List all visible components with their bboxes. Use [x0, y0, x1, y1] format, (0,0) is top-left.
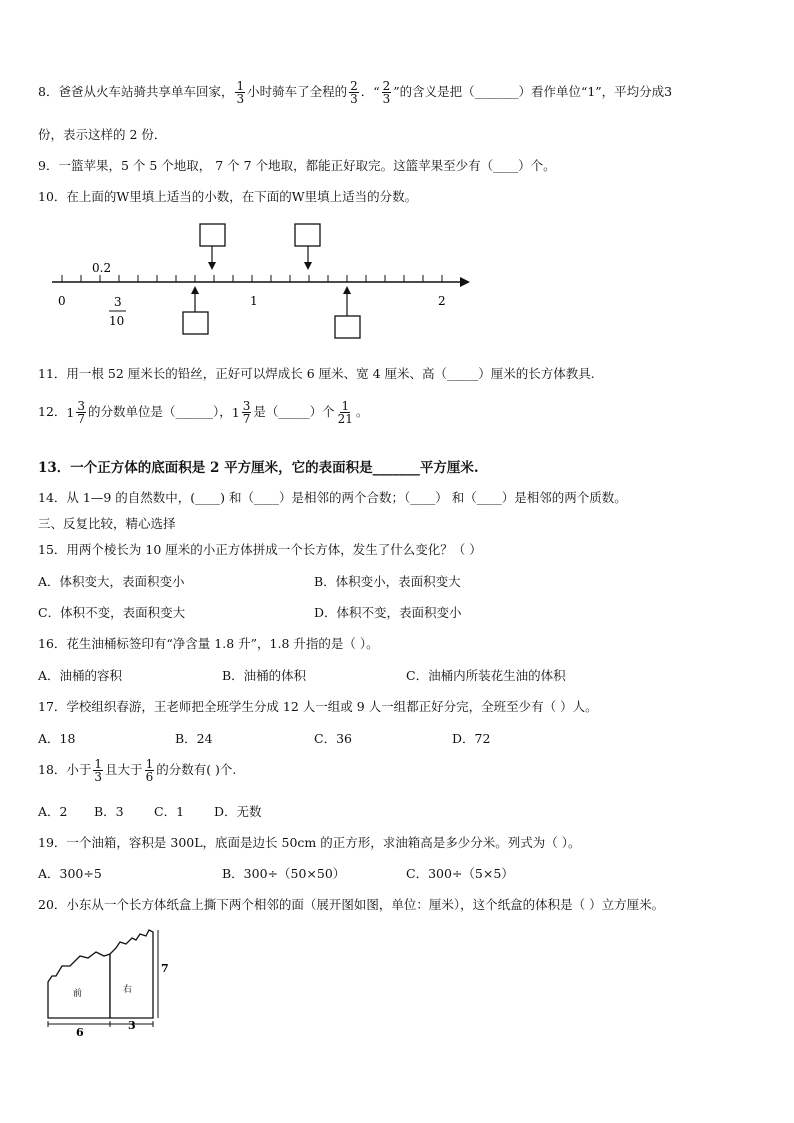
question-10: 10．在上面的W里填上适当的小数，在下面的W里填上适当的分数。 — [38, 189, 418, 204]
option-a[interactable]: A．体积变大，表面积变小 — [38, 574, 185, 589]
option-b[interactable]: B．300÷（50×50） — [222, 866, 346, 881]
label-0: 0 — [58, 294, 66, 308]
axis-arrow-icon — [460, 277, 470, 287]
option-d[interactable]: D．体积不变，表面积变小 — [314, 605, 462, 620]
option-d[interactable]: D．72 — [452, 731, 491, 746]
arrow-down-icon — [208, 262, 216, 270]
box-net-figure — [40, 926, 180, 1038]
answer-box-bottom-1[interactable] — [183, 312, 208, 334]
question-13: 13．一个正方体的底面积是 2 平方厘米，它的表面积是_______平方厘米. — [38, 460, 479, 476]
question-8-line2: 份，表示这样的 2 份． — [38, 127, 167, 142]
front-face-label: 前 — [73, 989, 83, 999]
label-0-2: 0.2 — [92, 261, 112, 275]
option-a[interactable]: A．18 — [38, 731, 76, 746]
fraction: $\frac{1}{21}$ — [337, 399, 353, 426]
option-b[interactable]: B．油桶的体积 — [222, 668, 307, 683]
torn-face-outline — [48, 952, 110, 1018]
number-line-ticks — [62, 275, 442, 282]
fraction: $\frac{1}{3}$ — [236, 79, 245, 106]
question-20: 20．小东从一个长方体纸盒上撕下两个相邻的面（展开图如图，单位：厘米），这个纸盒的体积是（ ）立方厘米。 — [38, 897, 665, 912]
fraction-denominator: 10 — [109, 314, 125, 328]
question-16: 16．花生油桶标签印有“净含量 1.8 升”，1.8 升指的是（ ）。 — [38, 636, 379, 651]
question-18: 18．小于 $\frac{1}{3}$ 且大于 $\frac{1}{6}$ 的分数有( )个. — [38, 757, 237, 784]
option-c[interactable]: C．1 — [154, 804, 185, 819]
question-15: 15．用两个棱长为 10 厘米的小正方体拼成一个长方体，发生了什么变化？（ ） — [38, 542, 482, 557]
option-a[interactable]: A．2 — [38, 804, 68, 819]
question-8: 8．爸爸从火车站骑共享单车回家， $\frac{1}{3}$ 小时骑车了全程的 $\frac{2}{3}$ ．“ $\frac{2}{3}$ ”的含义是把（_______）看作单位“1”，平均分成3 — [38, 79, 673, 106]
fraction-numerator: 3 — [114, 295, 122, 309]
option-c[interactable]: C．36 — [314, 731, 352, 746]
fraction: $\frac{2}{3}$ — [350, 79, 358, 106]
mixed-number: 1 $\frac{3}{7}$ — [231, 399, 251, 426]
option-b[interactable]: B．24 — [175, 731, 213, 746]
option-c[interactable]: C．油桶内所装花生油的体积 — [406, 668, 566, 683]
question-14: 14．从 1—9 的自然数中，(____) 和（____）是相邻的两个合数；（____） 和（____）是相邻的两个质数。 — [38, 490, 627, 505]
question-12: 12． 1 $\frac{3}{7}$ 的分数单位是（______）， 1 $\frac{3}{7}$ 是（_____）个 $\frac{1}{21}$ 。 — [38, 399, 369, 426]
option-c[interactable]: C．体积不变，表面积变大 — [38, 605, 186, 620]
number-line-figure — [0, 222, 794, 352]
mixed-number: 1 $\frac{3}{7}$ — [66, 399, 85, 426]
right-face-label: 右 — [123, 985, 133, 995]
question-17: 17．学校组织春游，王老师把全班学生分成 12 人一组或 9 人一组都正好分完，全班至少有（ ）人。 — [38, 699, 598, 714]
fraction: $\frac{2}{3}$ — [382, 79, 391, 106]
dimension-7: 7 — [161, 962, 169, 975]
fraction: $\frac{1}{6}$ — [145, 757, 154, 784]
option-a[interactable]: A．300÷5 — [38, 866, 102, 881]
question-9: 9．一篮苹果，5 个 5 个地取， 7 个 7 个地取，都能正好取完。这篮苹果至少有（____）个。 — [38, 158, 556, 173]
label-2: 2 — [438, 294, 446, 308]
section-heading: 三、反复比较，精心选择 — [38, 516, 176, 531]
answer-box-bottom-2[interactable] — [335, 316, 360, 338]
torn-face-outline — [110, 930, 153, 1018]
fraction: $\frac{1}{3}$ — [94, 757, 103, 784]
question-19: 19．一个油箱，容积是 300L，底面是边长 50cm 的正方形，求油箱高是多少分米。列式为（ ）。 — [38, 835, 581, 850]
option-b[interactable]: B．体积变小，表面积变大 — [314, 574, 461, 589]
dimension-3: 3 — [128, 1019, 136, 1032]
arrow-down-icon — [304, 262, 312, 270]
option-d[interactable]: D．无数 — [214, 804, 262, 819]
option-c[interactable]: C．300÷（5×5） — [406, 866, 514, 881]
option-a[interactable]: A．油桶的容积 — [38, 668, 123, 683]
option-b[interactable]: B．3 — [94, 804, 124, 819]
answer-box-top-2[interactable] — [295, 224, 320, 246]
answer-box-top-1[interactable] — [200, 224, 225, 246]
label-1: 1 — [250, 294, 258, 308]
dimension-6: 6 — [76, 1026, 84, 1038]
question-11: 11．用一根 52 厘米长的铅丝，正好可以焊成长 6 厘米、宽 4 厘米、高（_____）厘米的长方体教具. — [38, 366, 595, 381]
